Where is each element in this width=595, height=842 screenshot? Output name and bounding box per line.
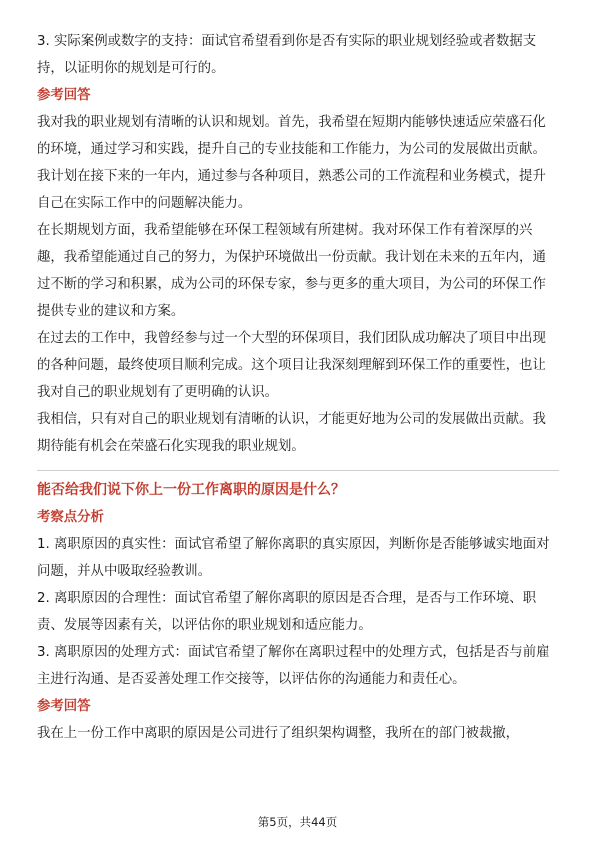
answer-paragraph: 我相信，只有对自己的职业规划有清晰的认识，才能更好地为公司的发展做出贡献。我期待能有机会在荣盛石化实现我的职业规划。	[37, 412, 546, 454]
interview-question: 能否给我们说下你上一份工作离职的原因是什么？	[37, 482, 345, 498]
answer-paragraph: 我在上一份工作中离职的原因是公司进行了组织架构调整，我所在的部门被裁撤，	[37, 726, 520, 741]
analysis-heading: 考察点分析	[37, 510, 104, 525]
reference-answer-heading: 参考回答	[37, 88, 91, 103]
page-number: 第5页，共44页	[257, 815, 338, 829]
reference-answer-heading: 参考回答	[37, 699, 91, 714]
section-divider	[37, 470, 559, 471]
answer-paragraph: 在过去的工作中，我曾经参与过一个大型的环保项目，我们团队成功解决了项目中出现的各种问题，最终使项目顺利完成。这个项目让我深刻理解到环保工作的重要性，也让我对自己的职业规划有了更明确的认识。	[37, 331, 546, 400]
analysis-point: 3. 离职原因的处理方式：面试官希望了解你在离职过程中的处理方式，包括是否与前雇主进行沟通、是否妥善处理工作交接等，以评估你的沟通能力和责任心。	[37, 645, 550, 687]
document-page	[37, 28, 559, 747]
analysis-point: 2. 离职原因的合理性：面试官希望了解你离职的原因是否合理，是否与工作环境、职责、发展等因素有关，以评估你的职业规划和适应能力。	[37, 591, 537, 633]
answer-paragraph: 在长期规划方面，我希望能够在环保工程领域有所建树。我对环保工作有着深厚的兴趣，我希望能通过自己的努力，为保护环境做出一份贡献。我计划在未来的五年内，通过不断的学习和积累，成为公司的环保专家，参与更多的重大项目，为公司的环保工作提供专业的建议和方案。	[37, 223, 546, 319]
answer-paragraph: 我对我的职业规划有清晰的认识和规划。首先，我希望在短期内能够快速适应荣盛石化的环境，通过学习和实践，提升自己的专业技能和工作能力，为公司的发展做出贡献。我计划在接下来的一年内，通过参与各种项目，熟悉公司的工作流程和业务模式，提升自己在实际工作中的问题解决能力。	[37, 115, 546, 211]
analysis-point: 1. 离职原因的真实性：面试官希望了解你离职的真实原因，判断你是否能够诚实地面对问题，并从中吸取经验教训。	[37, 537, 550, 579]
assessment-point-3: 3. 实际案例或数字的支持：面试官希望看到你是否有实际的职业规划经验或者数据支持，以证明你的规划是可行的。	[37, 34, 537, 76]
